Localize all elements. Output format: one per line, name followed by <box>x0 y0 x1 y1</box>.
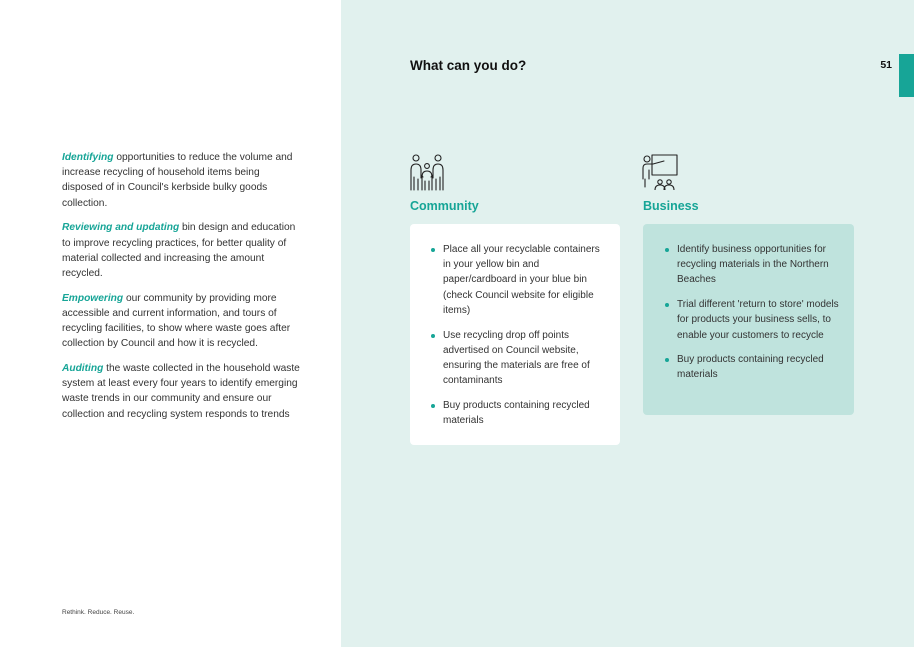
paragraph-identifying <box>62 150 302 211</box>
community-heading: Community <box>410 199 479 213</box>
paragraph-text: our community by providing more accessible and current information, and tours of recycling facilities, to show where waste goes after collection by Council and how it is recycled. <box>62 292 291 350</box>
paragraph-keyword: Identifying <box>62 152 114 163</box>
business-heading: Business <box>643 199 699 213</box>
bullet-icon <box>431 248 435 252</box>
section-title: What can you do? <box>410 58 527 73</box>
list-item <box>664 242 840 288</box>
community-list <box>430 242 606 428</box>
list-item <box>430 398 606 428</box>
community-card <box>410 224 620 445</box>
list-item <box>664 297 840 343</box>
paragraph-text: bin design and education to improve recycling practices, for better quality of material collected and increasing the amount recycled. <box>62 222 296 279</box>
family-icon <box>410 153 446 191</box>
paragraph-keyword: Empowering <box>62 292 124 304</box>
page-number: 51 <box>880 59 892 71</box>
paragraph-text: opportunities to reduce the volume and increase recycling of household items being disposed of in Council's kerbside bulky goods collection. <box>62 152 293 209</box>
paragraph-auditing <box>62 361 302 422</box>
footer-text: Rethink. Reduce. Reuse. <box>62 609 135 616</box>
list-item-text: Identify business opportunities for recycling materials in the Northern Beaches <box>677 244 829 286</box>
list-item-text: Buy products containing recycled materials <box>443 399 590 427</box>
list-item-text: Trial different 'return to store' models for products your business sells, to enable your customers to recycle <box>677 299 839 341</box>
paragraph-text: the waste collected in the household waste system at least every four years to identify emerging waste trends in our community and ensure our collection and recycling system responds to trends <box>62 362 300 420</box>
list-item-text: Use recycling drop off points advertised on Council website, ensuring the materials are free of contaminants <box>443 329 590 387</box>
list-item <box>664 352 840 382</box>
bullet-icon <box>665 358 669 362</box>
paragraph-keyword: Auditing <box>62 362 104 374</box>
page-tab-marker <box>899 54 914 97</box>
intro-text <box>62 150 302 431</box>
bullet-icon <box>431 334 435 338</box>
presentation-icon <box>642 154 678 190</box>
paragraph-empowering <box>62 291 302 352</box>
business-list <box>664 242 840 383</box>
bullet-icon <box>665 303 669 307</box>
business-card <box>643 224 854 415</box>
bullet-icon <box>431 404 435 408</box>
list-item <box>430 328 606 389</box>
paragraph-reviewing <box>62 220 302 281</box>
list-item <box>430 242 606 318</box>
paragraph-keyword: Reviewing and updating <box>62 222 180 234</box>
bullet-icon <box>665 248 669 252</box>
list-item-text: Buy products containing recycled materials <box>677 354 824 381</box>
list-item-text: Place all your recyclable containers in your yellow bin and paper/cardboard in your blue bin (check Council website for eligible items) <box>443 244 600 316</box>
